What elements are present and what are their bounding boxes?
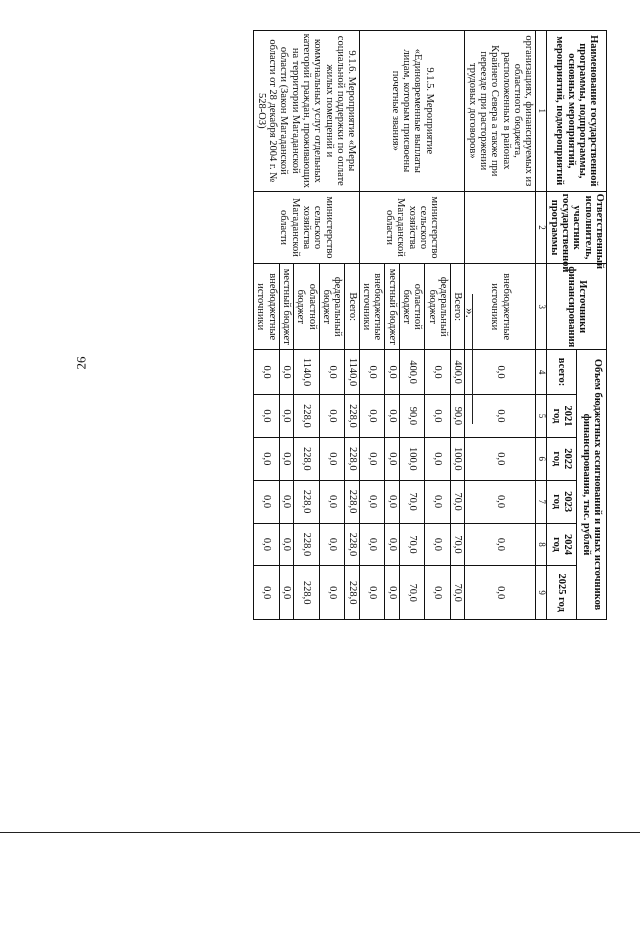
value-cell: 0,0: [359, 480, 385, 523]
value-cell: 0,0: [279, 395, 293, 438]
value-cell: 0,0: [279, 566, 293, 620]
index-cell: 2: [536, 191, 547, 264]
total-cell: 400,0: [451, 350, 465, 395]
value-cell: 228,0: [294, 437, 320, 480]
value-cell: 70,0: [451, 523, 465, 566]
header-year: 2021 год: [547, 395, 577, 438]
value-cell: 228,0: [294, 480, 320, 523]
value-cell: 0,0: [385, 437, 399, 480]
source-cell: областной бюджет: [294, 264, 320, 350]
value-cell: 0,0: [254, 395, 280, 438]
total-cell: 0,0: [279, 350, 293, 395]
value-cell: 0,0: [465, 566, 536, 620]
source-cell: внебюджетные источники: [465, 264, 536, 350]
table-row: [345, 31, 359, 620]
index-cell: 9: [536, 566, 547, 620]
total-cell: 0,0: [465, 350, 536, 395]
value-cell: 228,0: [345, 437, 359, 480]
header-year: 2023 год: [547, 480, 577, 523]
value-cell: 0,0: [425, 437, 451, 480]
value-cell: 0,0: [465, 480, 536, 523]
measure-name: 9.1.5. Мероприятие «Единовременные выплаты лицам, которым присвоены почетные звания»: [359, 31, 465, 192]
index-cell: 7: [536, 480, 547, 523]
value-cell: 0,0: [385, 566, 399, 620]
value-cell: 0,0: [425, 395, 451, 438]
value-cell: 0,0: [385, 480, 399, 523]
value-cell: 0,0: [279, 480, 293, 523]
source-cell: областной бюджет: [399, 264, 425, 350]
value-cell: 100,0: [399, 437, 425, 480]
index-cell: 5: [536, 395, 547, 438]
value-cell: 0,0: [319, 395, 345, 438]
executor-cell: министерство сельского хозяйства Магаданской области: [359, 191, 465, 264]
value-cell: 0,0: [254, 566, 280, 620]
funding-table: [253, 30, 607, 620]
source-cell: внебюджетные источники: [359, 264, 385, 350]
value-cell: 0,0: [319, 480, 345, 523]
value-cell: 0,0: [319, 523, 345, 566]
page-divider: [0, 832, 640, 833]
value-cell: 0,0: [425, 523, 451, 566]
value-cell: 0,0: [254, 437, 280, 480]
value-cell: 100,0: [451, 437, 465, 480]
index-cell: 4: [536, 350, 547, 395]
source-cell: Всего:: [451, 264, 465, 350]
value-cell: 228,0: [294, 395, 320, 438]
total-cell: 0,0: [385, 350, 399, 395]
value-cell: 0,0: [254, 480, 280, 523]
value-cell: 0,0: [254, 523, 280, 566]
page-number: 26: [73, 356, 89, 370]
header-row-1: [577, 31, 607, 620]
rotated-table-container: [17, 30, 607, 930]
value-cell: 0,0: [279, 523, 293, 566]
value-cell: 228,0: [294, 566, 320, 620]
value-cell: 0,0: [359, 566, 385, 620]
value-cell: 70,0: [399, 523, 425, 566]
value-cell: 0,0: [385, 523, 399, 566]
value-cell: 228,0: [294, 523, 320, 566]
source-cell: местный бюджет: [385, 264, 399, 350]
value-cell: 0,0: [319, 437, 345, 480]
value-cell: 0,0: [465, 395, 536, 438]
value-cell: 228,0: [345, 523, 359, 566]
value-cell: 70,0: [399, 480, 425, 523]
header-year: 2025 год: [547, 566, 577, 620]
index-cell: 3: [536, 264, 547, 350]
value-cell: 0,0: [465, 437, 536, 480]
total-cell: 1140,0: [345, 350, 359, 395]
value-cell: 228,0: [345, 480, 359, 523]
header-executor: Ответственный исполнитель, участник государственной программы: [547, 191, 607, 264]
executor-cell: министерство сельского хозяйства Магаданской области: [254, 191, 360, 264]
value-cell: 90,0: [399, 395, 425, 438]
header-total: всего:: [547, 350, 577, 395]
total-cell: 1140,0: [294, 350, 320, 395]
header-source: Источники финансирования: [547, 264, 607, 350]
source-cell: внебюджетные источники: [254, 264, 280, 350]
header-funding-group: Объем бюджетных ассигнований и иных источников финансирования, тыс. рублей: [577, 350, 607, 620]
header-year: 2024 год: [547, 523, 577, 566]
value-cell: 0,0: [319, 566, 345, 620]
value-cell: 0,0: [359, 395, 385, 438]
value-cell: 0,0: [425, 566, 451, 620]
index-cell: 1: [536, 31, 547, 192]
value-cell: 0,0: [425, 480, 451, 523]
value-cell: 0,0: [359, 437, 385, 480]
closing-mark: ».: [462, 308, 478, 318]
value-cell: 90,0: [451, 395, 465, 438]
value-cell: 228,0: [345, 395, 359, 438]
index-row: [536, 31, 547, 620]
table-row: [465, 31, 536, 620]
value-cell: 228,0: [345, 566, 359, 620]
value-cell: 0,0: [359, 523, 385, 566]
source-cell: федеральный бюджет: [319, 264, 345, 350]
source-cell: местный бюджет: [279, 264, 293, 350]
value-cell: 70,0: [451, 566, 465, 620]
value-cell: 0,0: [465, 523, 536, 566]
source-cell: федеральный бюджет: [425, 264, 451, 350]
index-cell: 6: [536, 437, 547, 480]
measure-name: организациях, финансируемых из областного бюджета, расположенных в районах Крайнего Севера а также при переезде при расторжении трудовых договоров»: [465, 31, 536, 192]
total-cell: 0,0: [319, 350, 345, 395]
header-name: Наименование государственной программы, подпрограммы, основных мероприятий, мероприятий, подмероприятий: [547, 31, 607, 192]
executor-cell: [465, 191, 536, 264]
header-year: 2022 год: [547, 437, 577, 480]
index-cell: 8: [536, 523, 547, 566]
table-body: [254, 31, 547, 620]
total-cell: 400,0: [399, 350, 425, 395]
value-cell: 0,0: [279, 437, 293, 480]
measure-name: 9.1.6. Мероприятие «Меры социальной поддержки по оплате жилых помещений и коммунальных услуг отдельных категорий граждан, проживающих на территории Магаданской области (Закон Магаданской области от 28 декабря 2004 г. № 528-ОЗ): [254, 31, 360, 192]
total-cell: 0,0: [254, 350, 280, 395]
source-cell: Всего:: [345, 264, 359, 350]
value-cell: 70,0: [451, 480, 465, 523]
total-cell: 0,0: [425, 350, 451, 395]
value-cell: 0,0: [385, 395, 399, 438]
total-cell: 0,0: [359, 350, 385, 395]
table-row: [451, 31, 465, 620]
value-cell: 70,0: [399, 566, 425, 620]
